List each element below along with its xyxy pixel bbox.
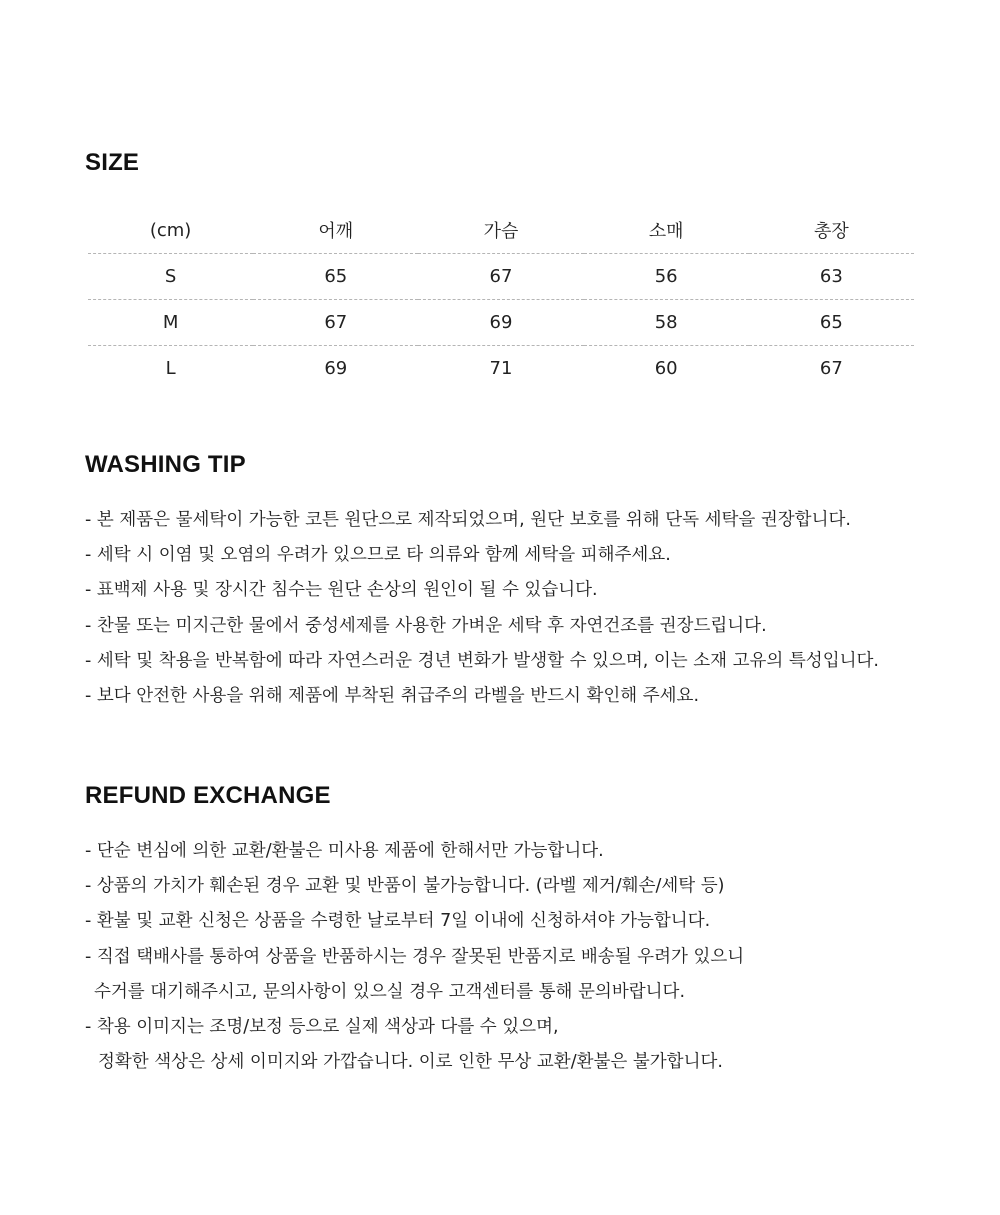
list-item-continuation: 정확한 색상은 상세 이미지와 가깝습니다. 이로 인한 무상 교환/환불은 불가합니다. [98, 1052, 723, 1073]
refund-exchange-list [85, 834, 744, 1080]
washing-tip-list [85, 503, 879, 714]
refund-exchange-title: REFUND EXCHANGE [85, 782, 331, 809]
sleeve-value: 60 [654, 357, 678, 379]
unit-header: (cm) [88, 208, 253, 253]
washing-tip-title: WASHING TIP [85, 451, 246, 478]
list-item-continuation: 수거를 대기해주시고, 문의사항이 있으실 경우 고객센터를 통해 문의바랍니다. [94, 981, 686, 1002]
list-item: - 세탁 및 착용을 반복함에 따라 자연스러운 경년 변화가 발생할 수 있으며, 이는 소재 고유의 특성입니다. [85, 650, 879, 671]
table-row [88, 253, 914, 299]
list-item: - 세탁 시 이염 및 오염의 우려가 있으므로 타 의류와 함께 세탁을 피해주세요. [85, 545, 671, 566]
list-item: - 찬물 또는 미지근한 물에서 중성세제를 사용한 가벼운 세탁 후 자연건조를 권장드립니다. [85, 615, 767, 636]
list-item: - 환불 및 교환 신청은 상품을 수령한 날로부터 7일 이내에 신청하셔야 가능합니다. [85, 911, 711, 932]
chest-value: 69 [418, 299, 583, 345]
size-label: M [88, 299, 253, 345]
chest-value: 71 [489, 357, 513, 379]
sleeve-value: 58 [584, 299, 749, 345]
length-value: 63 [749, 253, 914, 299]
list-item: - 착용 이미지는 조명/보정 등으로 실제 색상과 다를 수 있으며, [85, 1016, 559, 1037]
table-row [88, 345, 914, 391]
list-item: - 보다 안전한 사용을 위해 제품에 부착된 취급주의 라벨을 반드시 확인해 주세요. [85, 685, 700, 706]
list-item: - 표백제 사용 및 장시간 침수는 원단 손상의 원인이 될 수 있습니다. [85, 580, 598, 601]
size-section-title: SIZE [85, 149, 140, 176]
list-item: - 직접 택배사를 통하여 상품을 반품하시는 경우 잘못된 반품지로 배송될 우려가 있으니 [85, 946, 745, 967]
list-item: - 단순 변심에 의한 교환/환불은 미사용 제품에 한해서만 가능합니다. [85, 841, 604, 861]
length-value: 67 [819, 357, 843, 379]
length-value: 65 [749, 299, 914, 345]
size-label: S [88, 253, 253, 299]
shoulder-header: 어깨 [253, 208, 418, 253]
sleeve-value: 56 [584, 253, 749, 299]
size-table-header-row [88, 208, 914, 253]
list-item: - 상품의 가치가 훼손된 경우 교환 및 반품이 불가능합니다. (라벨 제거/훼손/세탁 등) [85, 876, 725, 897]
table-row [88, 299, 914, 345]
shoulder-value: 69 [324, 357, 348, 379]
chest-header: 가슴 [418, 208, 583, 253]
shoulder-value: 67 [253, 299, 418, 345]
size-label: L [165, 357, 176, 379]
shoulder-value: 65 [253, 253, 418, 299]
chest-value: 67 [418, 253, 583, 299]
sleeve-header: 소매 [584, 208, 749, 253]
size-table [88, 208, 914, 391]
list-item: - 본 제품은 물세탁이 가능한 코튼 원단으로 제작되었으며, 원단 보호를 위해 단독 세탁을 권장합니다. [85, 510, 851, 530]
length-header: 총장 [749, 208, 914, 253]
